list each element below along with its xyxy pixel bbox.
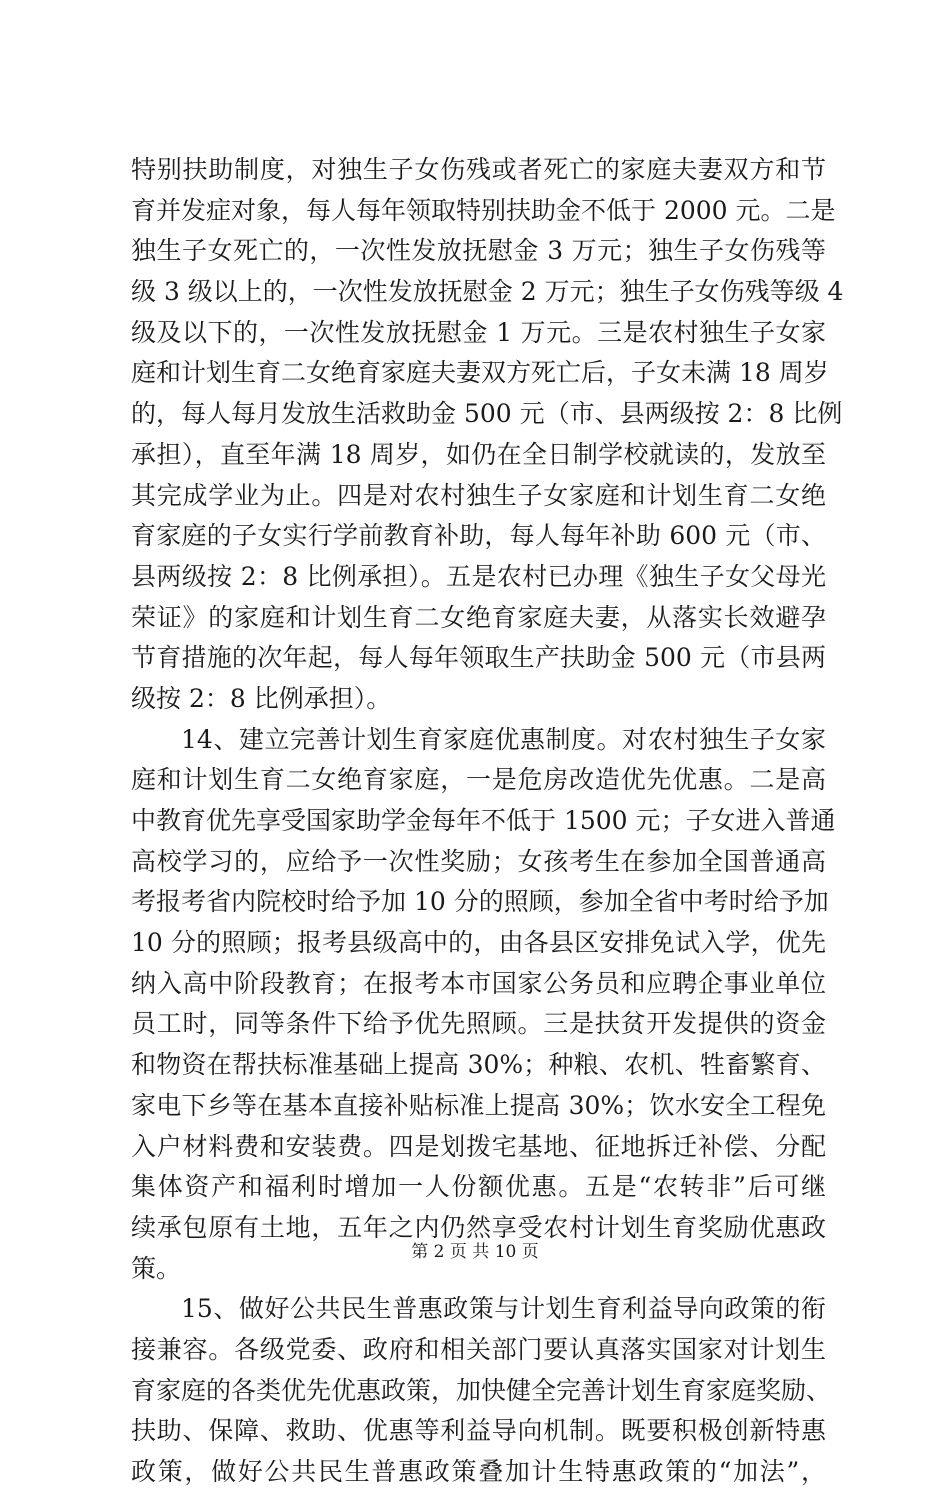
text-line: 续承包原有土地，五年之内仍然享受农村计划生育奖励优惠政 xyxy=(131,1212,826,1242)
text-line: 育并发症对象，每人每年领取特别扶助金不低于 2000 元。二是 xyxy=(131,195,836,225)
text-line: 的，每人每月发放生活救助金 500 元（市、县两级按 2：8 比例 xyxy=(131,399,843,429)
text-line: 级及以下的，一次性发放抚慰金 1 万元。三是农村独生子女家 xyxy=(131,317,826,347)
text-line: 家电下乡等在基本直接补贴标准上提高 30%；饮水安全工程免 xyxy=(131,1090,826,1120)
text-line: 庭和计划生育二女绝育家庭，一是危房改造优先优惠。二是高 xyxy=(131,765,826,795)
text-line: 级 3 级以上的，一次性发放抚慰金 2 万元；独生子女伤残等级 4 xyxy=(131,277,844,307)
text-line: 中教育优先享受国家助学金每年不低于 1500 元；子女进入普通 xyxy=(131,806,836,835)
text-line: 级按 2：8 比例承担）。 xyxy=(131,683,392,713)
text-line: 接兼容。各级党委、政府和相关部门要认真落实国家对计划生 xyxy=(131,1334,826,1364)
document-body xyxy=(131,150,844,1493)
text-line: 考报考省内院校时给予加 10 分的照顾，参加全省中考时给予加 xyxy=(131,887,829,917)
text-line: 其完成学业为止。四是对农村独生子女家庭和计划生育二女绝 xyxy=(131,480,826,510)
text-line: 策。 xyxy=(131,1253,182,1283)
text-line: 承担），直至年满 18 周岁，如仍在全日制学校就读的，发放至 xyxy=(131,439,826,469)
text-line: 庭和计划生育二女绝育家庭夫妻双方死亡后，子女未满 18 周岁 xyxy=(131,358,829,388)
text-line: 育家庭的各类优先优惠政策，加快健全完善计划生育家庭奖励、 xyxy=(131,1375,832,1405)
text-line: 荣证》的家庭和计划生育二女绝育家庭夫妻，从落实长效避孕 xyxy=(131,602,826,632)
text-line: 和物资在帮扶标准基础上提高 30%；种粮、农机、牲畜繁育、 xyxy=(131,1050,826,1080)
text-line: 独生子女死亡的，一次性发放抚慰金 3 万元；独生子女伤残等 xyxy=(131,236,826,266)
paragraph-start-line: 14、建立完善计划生育家庭优惠制度。对农村独生子女家 xyxy=(181,724,826,754)
text-line: 特别扶助制度，对独生子女伤残或者死亡的家庭夫妻双方和节 xyxy=(131,155,826,184)
text-line: 政策，做好公共民生普惠政策叠加计生特惠政策的“加法”， xyxy=(131,1457,826,1486)
text-line: 10 分的照顾；报考县级高中的，由各县区安排免试入学，优先 xyxy=(131,928,826,958)
text-line: 入户材料费和安装费。四是划拨宅基地、征地拆迁补偿、分配 xyxy=(131,1131,826,1161)
text-line: 县两级按 2：8 比例承担）。五是农村已办理《独生子女父母光 xyxy=(131,561,826,591)
text-line: 集体资产和福利时增加一人份额优惠。五是“农转非”后可继 xyxy=(131,1172,826,1202)
text-line: 高校学习的，应给予一次性奖励；女孩考生在参加全国普通高 xyxy=(131,846,826,876)
text-line: 育家庭的子女实行学前教育补助，每人每年补助 600 元（市、 xyxy=(131,521,826,551)
text-line: 纳入高中阶段教育；在报考本市国家公务员和应聘企事业单位 xyxy=(131,968,826,998)
text-line: 扶助、保障、救助、优惠等利益导向机制。既要积极创新特惠 xyxy=(131,1416,826,1446)
paragraph-start-line: 15、做好公共民生普惠政策与计划生育利益导向政策的衔 xyxy=(181,1294,826,1324)
text-line: 员工时，同等条件下给予优先照顾。三是扶贫开发提供的资金 xyxy=(131,1009,826,1039)
page-number-footer: 第 2 页 共 10 页 xyxy=(411,1242,539,1262)
text-line: 节育措施的次年起，每人每年领取生产扶助金 500 元（市县两 xyxy=(131,643,826,673)
